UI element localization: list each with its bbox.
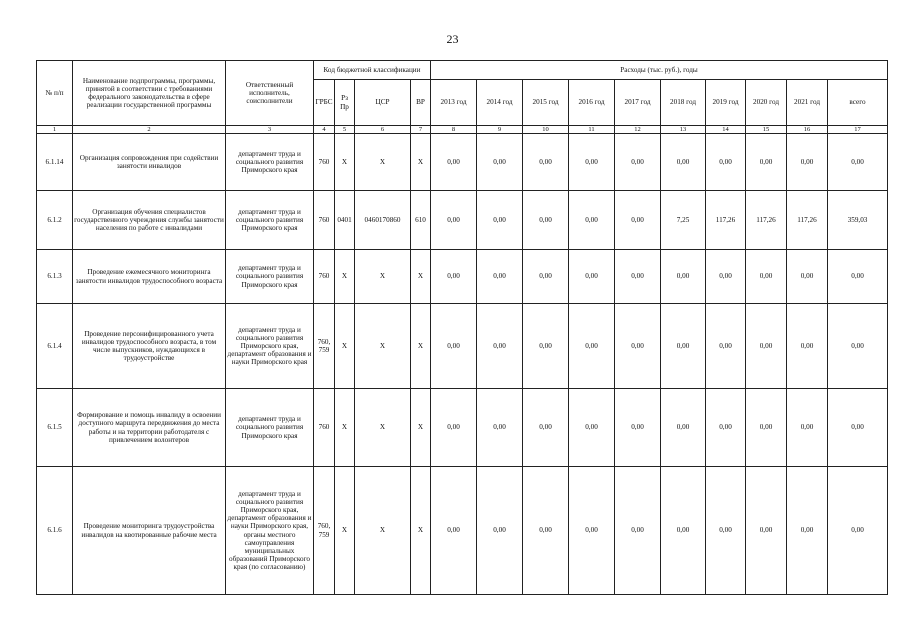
year-value: 0,00 <box>431 250 477 304</box>
year-value: 0,00 <box>477 467 523 595</box>
column-number: 9 <box>477 126 523 134</box>
vr-code: X <box>411 134 431 191</box>
year-value: 0,00 <box>477 389 523 467</box>
csr-code: X <box>355 304 411 389</box>
rzpr-code: X <box>335 250 355 304</box>
column-number: 5 <box>335 126 355 134</box>
year-value: 0,00 <box>569 250 615 304</box>
executor: департамент труда и социального развития Приморского края <box>226 134 314 191</box>
year-value: 0,00 <box>431 389 477 467</box>
executor: департамент труда и социального развития Приморского края <box>226 250 314 304</box>
grbs-code: 760, 759 <box>314 304 335 389</box>
row-number: 6.1.14 <box>37 134 73 191</box>
executor: департамент труда и социального развития Приморского края <box>226 389 314 467</box>
header-year: 2014 год <box>477 80 523 126</box>
row-number: 6.1.6 <box>37 467 73 595</box>
year-value: 0,00 <box>661 250 706 304</box>
year-value: 0,00 <box>746 389 787 467</box>
year-value: 0,00 <box>569 134 615 191</box>
year-value: 0,00 <box>706 134 746 191</box>
column-number: 3 <box>226 126 314 134</box>
column-number: 17 <box>828 126 888 134</box>
csr-code: X <box>355 389 411 467</box>
year-value: 0,00 <box>523 134 569 191</box>
column-number: 12 <box>615 126 661 134</box>
header-year: 2020 год <box>746 80 787 126</box>
header-year: 2021 год <box>787 80 828 126</box>
table-row <box>37 134 888 191</box>
year-value: 0,00 <box>523 389 569 467</box>
year-value: 0,00 <box>477 250 523 304</box>
total-value: 359,03 <box>828 191 888 250</box>
year-value: 0,00 <box>615 250 661 304</box>
row-number: 6.1.4 <box>37 304 73 389</box>
year-value: 0,00 <box>661 389 706 467</box>
grbs-code: 760, 759 <box>314 467 335 595</box>
year-value: 0,00 <box>523 250 569 304</box>
column-number: 10 <box>523 126 569 134</box>
header-year: 2016 год <box>569 80 615 126</box>
vr-code: X <box>411 250 431 304</box>
header-rzpr: Рз Пр <box>335 80 355 126</box>
executor: департамент труда и социального развития Приморского края, департамент образования и науки Приморского края <box>226 304 314 389</box>
year-value: 0,00 <box>706 467 746 595</box>
year-value: 0,00 <box>523 191 569 250</box>
year-value: 0,00 <box>746 250 787 304</box>
rzpr-code: X <box>335 304 355 389</box>
year-value: 0,00 <box>746 304 787 389</box>
header-vr: ВР <box>411 80 431 126</box>
header-number: № п/п <box>37 61 73 126</box>
budget-table <box>36 60 888 595</box>
table-row <box>37 467 888 595</box>
header-year: 2018 год <box>661 80 706 126</box>
csr-code: X <box>355 134 411 191</box>
column-number: 4 <box>314 126 335 134</box>
column-number: 8 <box>431 126 477 134</box>
year-value: 117,26 <box>787 191 828 250</box>
row-number: 6.1.5 <box>37 389 73 467</box>
executor: департамент труда и социального развития Приморского края, департамент образования и науки Приморского края, органы местного самоуправления муниципальных образований Приморского края (по согласованию) <box>226 467 314 595</box>
column-number: 11 <box>569 126 615 134</box>
year-value: 7,25 <box>661 191 706 250</box>
year-value: 0,00 <box>431 304 477 389</box>
year-value: 0,00 <box>706 389 746 467</box>
year-value: 0,00 <box>661 304 706 389</box>
table-row <box>37 250 888 304</box>
header-year: 2017 год <box>615 80 661 126</box>
year-value: 0,00 <box>787 467 828 595</box>
header-executor: Ответственный исполнитель, соисполнители <box>226 61 314 126</box>
year-value: 0,00 <box>661 467 706 595</box>
year-value: 0,00 <box>661 134 706 191</box>
column-number: 2 <box>73 126 226 134</box>
column-number: 14 <box>706 126 746 134</box>
program-name: Проведение персонифицированного учета инвалидов трудоспособного возраста, в том числе выпускников, нуждающихся в трудоустройстве <box>73 304 226 389</box>
header-year: 2019 год <box>706 80 746 126</box>
rzpr-code: X <box>335 389 355 467</box>
program-name: Формирование и помощь инвалиду в освоении доступного маршрута передвижения до места работы и на территории работодателя с привлечением волонтеров <box>73 389 226 467</box>
year-value: 0,00 <box>523 467 569 595</box>
row-number: 6.1.3 <box>37 250 73 304</box>
program-name: Проведение ежемесячного мониторинга занятости инвалидов трудоспособного возраста <box>73 250 226 304</box>
csr-code: X <box>355 250 411 304</box>
year-value: 0,00 <box>706 304 746 389</box>
year-value: 0,00 <box>569 389 615 467</box>
table-row <box>37 191 888 250</box>
header-budget-code: Код бюджетной классификации <box>314 61 431 80</box>
rzpr-code: 0401 <box>335 191 355 250</box>
program-name: Проведение мониторинга трудоустройства инвалидов на квотированные рабочие места <box>73 467 226 595</box>
year-value: 0,00 <box>523 304 569 389</box>
executor: департамент труда и социального развития Приморского края <box>226 191 314 250</box>
grbs-code: 760 <box>314 250 335 304</box>
table-body <box>37 134 888 595</box>
vr-code: X <box>411 389 431 467</box>
year-value: 0,00 <box>431 191 477 250</box>
vr-code: X <box>411 467 431 595</box>
page-number: 23 <box>446 32 459 46</box>
year-value: 0,00 <box>477 191 523 250</box>
header-program-name: Наименование подпрограммы, программы, принятой в соответствии с требованиями федерального законодательства в сфере реализации государственной программы <box>73 61 226 126</box>
grbs-code: 760 <box>314 191 335 250</box>
header-expenses: Расходы (тыс. руб.), годы <box>431 61 888 80</box>
header-row-1 <box>37 61 888 80</box>
year-value: 0,00 <box>569 191 615 250</box>
year-value: 0,00 <box>615 467 661 595</box>
total-value: 0,00 <box>828 304 888 389</box>
column-number-row <box>37 126 888 134</box>
year-value: 0,00 <box>431 134 477 191</box>
program-name: Организация обучения специалистов государственного учреждения службы занятости населения по работе с инвалидами <box>73 191 226 250</box>
year-value: 0,00 <box>787 134 828 191</box>
rzpr-code: X <box>335 467 355 595</box>
column-number: 1 <box>37 126 73 134</box>
year-value: 117,26 <box>706 191 746 250</box>
vr-code: X <box>411 304 431 389</box>
year-value: 0,00 <box>615 191 661 250</box>
table-row <box>37 304 888 389</box>
csr-code: X <box>355 467 411 595</box>
year-value: 0,00 <box>706 250 746 304</box>
year-value: 0,00 <box>477 134 523 191</box>
year-value: 0,00 <box>615 389 661 467</box>
year-value: 0,00 <box>431 467 477 595</box>
rzpr-code: X <box>335 134 355 191</box>
header-csr: ЦСР <box>355 80 411 126</box>
header-total: всего <box>828 80 888 126</box>
year-value: 0,00 <box>615 304 661 389</box>
year-value: 0,00 <box>615 134 661 191</box>
year-value: 117,26 <box>746 191 787 250</box>
grbs-code: 760 <box>314 389 335 467</box>
total-value: 0,00 <box>828 134 888 191</box>
year-value: 0,00 <box>477 304 523 389</box>
header-year: 2013 год <box>431 80 477 126</box>
header-grbs: ГРБС <box>314 80 335 126</box>
year-value: 0,00 <box>787 250 828 304</box>
grbs-code: 760 <box>314 134 335 191</box>
year-value: 0,00 <box>569 304 615 389</box>
program-name: Организация сопровождения при содействии занятости инвалидов <box>73 134 226 191</box>
column-number: 15 <box>746 126 787 134</box>
year-value: 0,00 <box>746 467 787 595</box>
total-value: 0,00 <box>828 389 888 467</box>
year-value: 0,00 <box>787 304 828 389</box>
year-value: 0,00 <box>569 467 615 595</box>
column-number: 16 <box>787 126 828 134</box>
column-number: 7 <box>411 126 431 134</box>
total-value: 0,00 <box>828 250 888 304</box>
total-value: 0,00 <box>828 467 888 595</box>
column-number: 6 <box>355 126 411 134</box>
year-value: 0,00 <box>787 389 828 467</box>
column-number: 13 <box>661 126 706 134</box>
year-value: 0,00 <box>746 134 787 191</box>
vr-code: 610 <box>411 191 431 250</box>
header-year: 2015 год <box>523 80 569 126</box>
row-number: 6.1.2 <box>37 191 73 250</box>
csr-code: 0460170860 <box>355 191 411 250</box>
table-row <box>37 389 888 467</box>
